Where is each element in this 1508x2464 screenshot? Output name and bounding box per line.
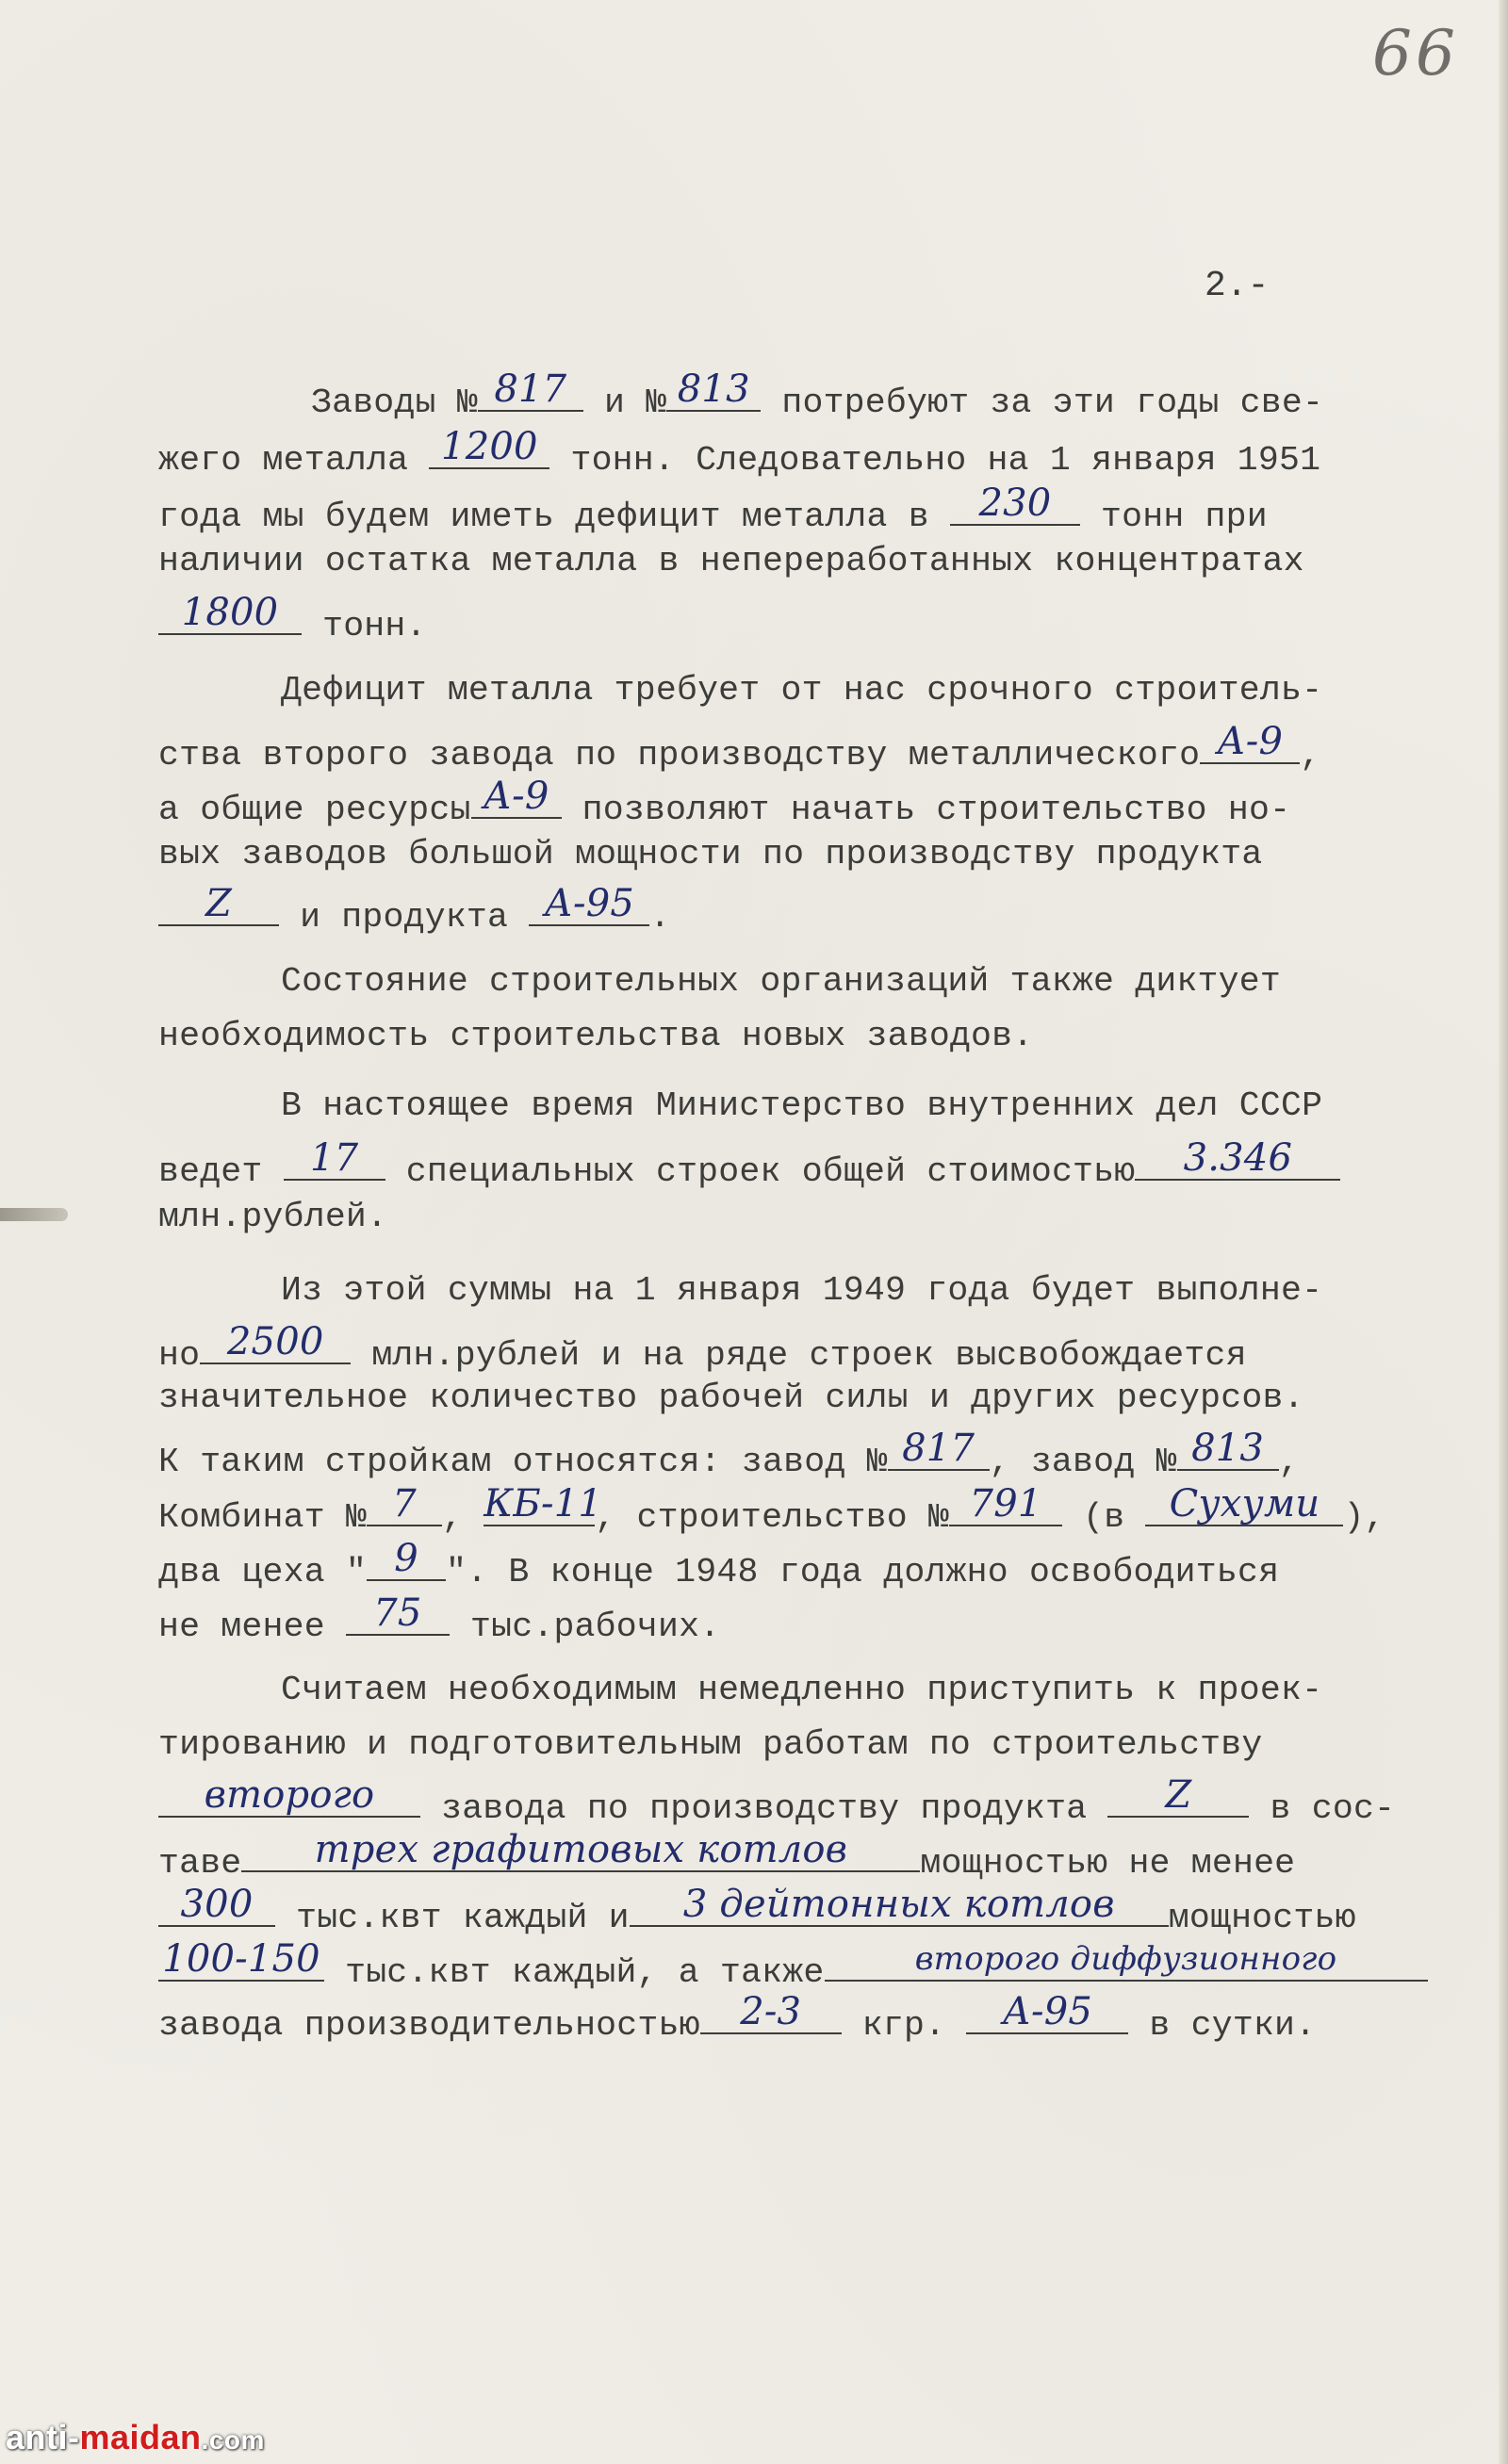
handwritten-field: 817 — [888, 1431, 990, 1471]
text-line: Комбинат № 7 , КБ-11 , строительство № 791 (в Сухуми ), — [158, 1482, 1385, 1537]
page-number: 2.- — [1205, 266, 1270, 306]
handwritten-field: 1800 — [158, 596, 302, 635]
text-line: ведет 17 специальных строек общей стоимостью 3.346 — [158, 1141, 1340, 1183]
handwritten-field: второго диффузионного — [825, 1942, 1428, 1982]
folio-number: 66 — [1372, 17, 1459, 90]
watermark-logo: anti-maidan.com — [6, 2418, 265, 2456]
handwritten-field: 813 — [666, 372, 761, 412]
text-line: второго завода по производству продукта Z в сос- — [158, 1778, 1395, 1819]
text-line: наличии остатка металла в непереработанных концентратах — [158, 542, 1304, 580]
text-line: К таким стройкам относятся: завод № 817 , завод № 813 , — [158, 1427, 1300, 1481]
text-line: 1800 тонн. — [158, 596, 427, 637]
text-line: вых заводов большой мощности по производству продукта — [158, 835, 1263, 873]
text-line: года мы будем иметь дефицит металла в 230 тонн при — [158, 481, 1268, 536]
handwritten-field: А-95 — [529, 887, 649, 926]
text-line: Дефицит металла требует от нас срочного строитель- — [281, 671, 1323, 710]
handwritten-field: трех графитовых котлов — [241, 1833, 920, 1872]
handwritten-field: 813 — [1177, 1431, 1279, 1471]
handwritten-field: 9 — [367, 1542, 446, 1581]
text-line: Заводы № 817 и № 813 потребуют за эти годы све- — [311, 367, 1324, 422]
text-line: 300 тыс.квт каждый и 3 дейтонных котлов мощностью — [158, 1887, 1356, 1929]
handwritten-field: 7 — [367, 1487, 442, 1526]
text-line: завода производительностью 2-3 кгр. А-95 в сутки. — [158, 1990, 1317, 2045]
handwritten-field: Z — [1107, 1778, 1249, 1818]
text-line: 100-150 тыс.квт каждый, а также второго диффузионного — [158, 1942, 1428, 1983]
text-line: не менее 75 тыс.рабочих. — [158, 1591, 721, 1646]
text-line: необходимость строительства новых заводов. — [158, 1017, 1034, 1055]
text-line: Состояние строительных организаций также диктует — [281, 962, 1281, 1001]
text-line: тированию и подготовительным работам по строительству — [158, 1725, 1263, 1764]
handwritten-field: А-95 — [966, 1995, 1128, 2034]
handwritten-field: Сухуми — [1145, 1487, 1343, 1526]
text-line: В настоящее время Министерство внутренних дел СССР — [281, 1086, 1323, 1125]
handwritten-field: 75 — [346, 1596, 450, 1636]
paper-edge — [1499, 0, 1508, 2464]
handwritten-field: второго — [158, 1778, 420, 1818]
text-line: таве трех графитовых котлов мощностью не менее — [158, 1828, 1296, 1883]
handwritten-field: 817 — [478, 372, 583, 412]
handwritten-field: 17 — [284, 1141, 385, 1181]
handwritten-field: 3 дейтонных котлов — [630, 1887, 1169, 1927]
handwritten-field: 2500 — [200, 1325, 351, 1364]
text-line: Z и продукта А-95 . — [158, 887, 670, 928]
text-line: ства второго завода по производству металлического А-9 , — [158, 720, 1321, 775]
text-line: млн.рублей. — [158, 1198, 388, 1236]
text-line: Из этой суммы на 1 января 1949 года будет выполне- — [281, 1271, 1323, 1310]
text-line: значительное количество рабочей силы и других ресурсов. — [158, 1379, 1304, 1417]
text-line: жего металла 1200 тонн. Следовательно на 1 января 1951 — [158, 425, 1321, 480]
handwritten-field: 100-150 — [158, 1942, 324, 1982]
handwritten-field: Z — [158, 887, 279, 926]
handwritten-field: КБ-11 — [484, 1482, 603, 1526]
handwritten-field: 791 — [949, 1487, 1062, 1526]
text-line: но 2500 млн.рублей и на ряде строек высвобождается — [158, 1320, 1247, 1375]
binding-mark — [0, 1208, 68, 1221]
text-line: Считаем необходимым немедленно приступить к проек- — [281, 1671, 1323, 1709]
text-line: а общие ресурсы А-9 позволяют начать строительство но- — [158, 775, 1291, 829]
handwritten-field: 230 — [950, 486, 1080, 526]
handwritten-field: 300 — [158, 1887, 275, 1927]
handwritten-field: 2-3 — [700, 1995, 842, 2034]
handwritten-field: 3.346 — [1135, 1141, 1340, 1181]
handwritten-field: А-9 — [471, 779, 562, 819]
handwritten-field: 1200 — [429, 430, 549, 469]
handwritten-field: А-9 — [1200, 725, 1300, 764]
text-line: два цеха " 9 ". В конце 1948 года должно освободиться — [158, 1537, 1280, 1591]
